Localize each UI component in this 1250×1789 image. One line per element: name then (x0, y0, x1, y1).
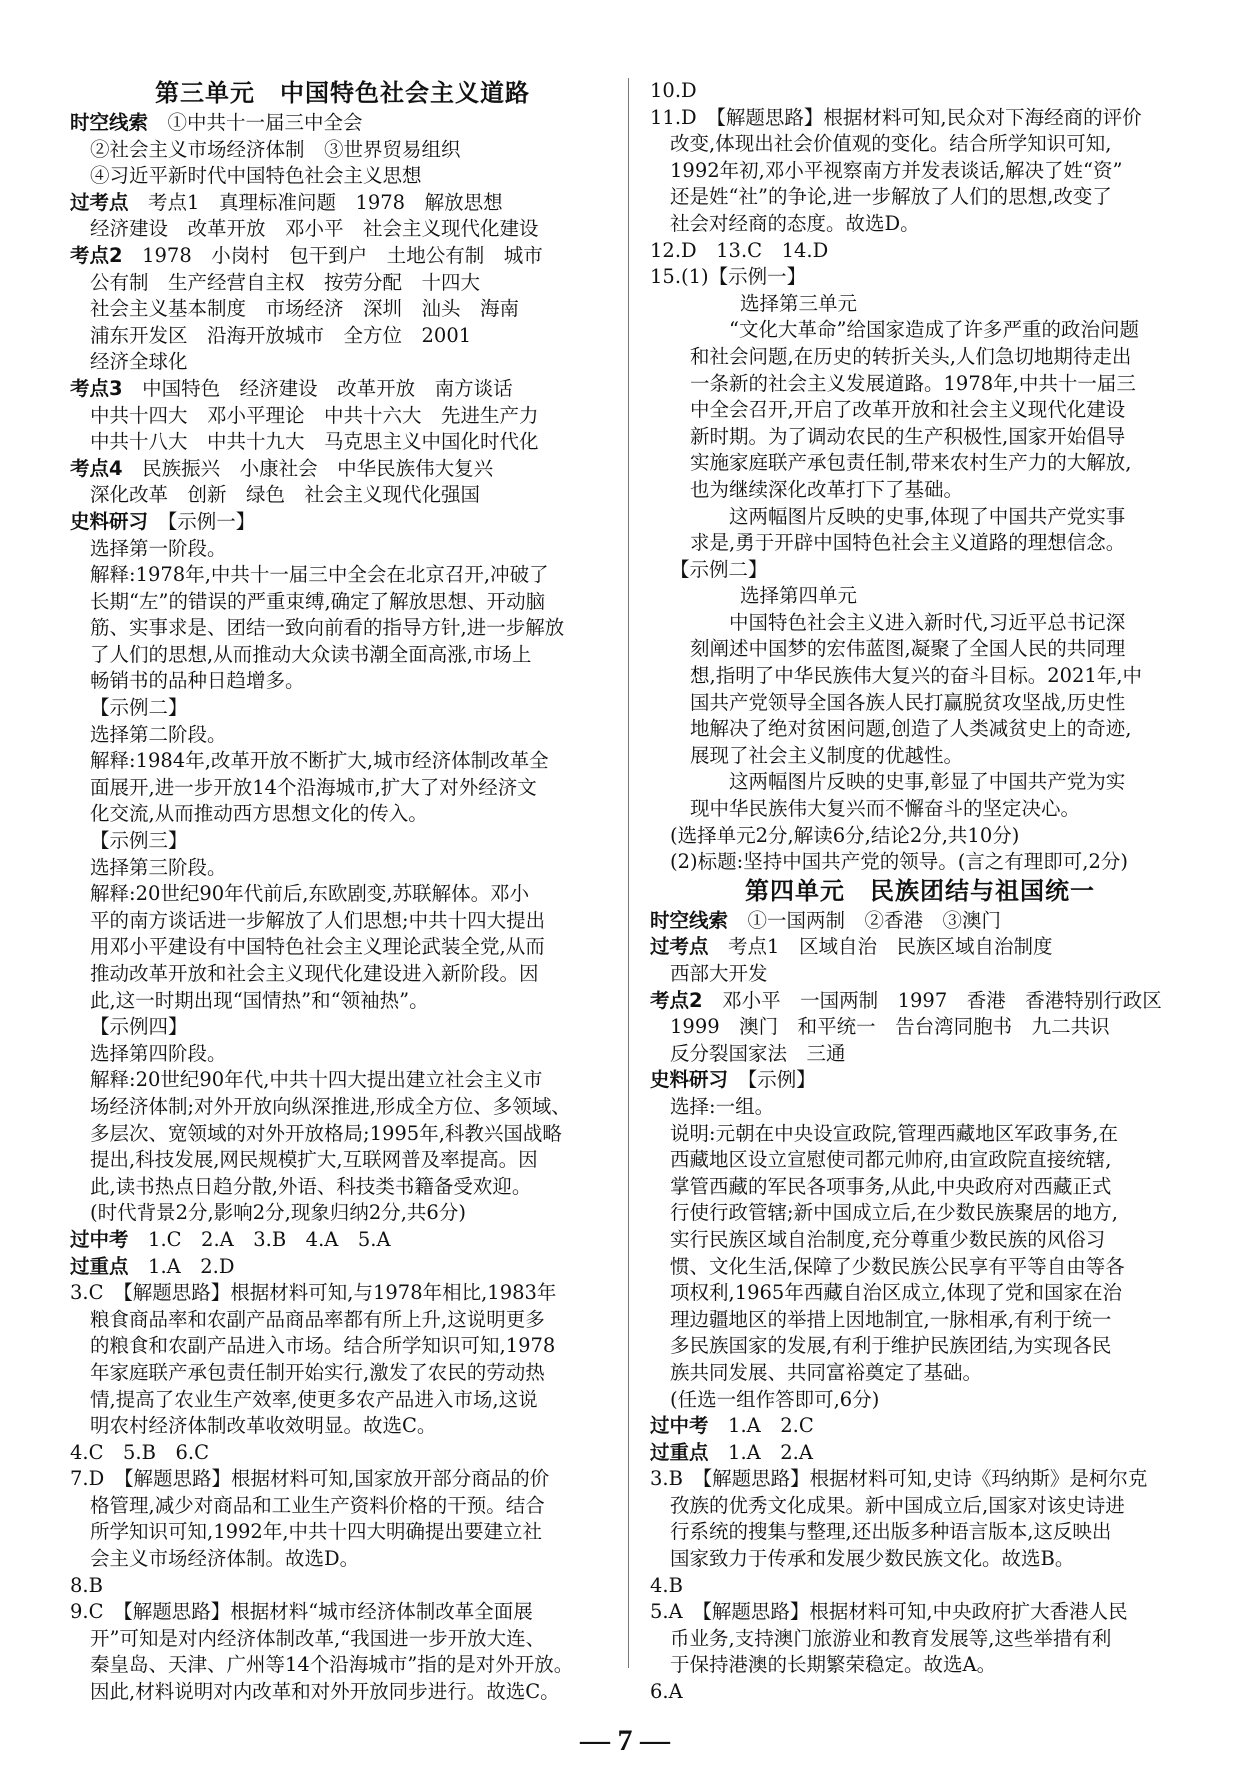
line-text: 实行民族区域自治制度,充分尊重少数民族的风俗习 (670, 1227, 1106, 1251)
line-text: 浦东开发区 沿海开放城市 全方位 2001 (90, 323, 472, 347)
line-text: 公有制 生产经营自主权 按劳分配 十四大 (90, 270, 481, 294)
line-text: 考点1 区域自治 民族区域自治制度 (728, 935, 1053, 959)
section-label: 过考点 (650, 935, 709, 959)
text-line (70, 137, 615, 164)
text-line (70, 216, 615, 243)
text-line (650, 1280, 1190, 1307)
line-text: 4.B (650, 1573, 683, 1597)
text-line (70, 1466, 615, 1493)
text-line (70, 1573, 615, 1600)
text-line (70, 1652, 615, 1679)
text-line (650, 908, 1190, 935)
line-text: 这两幅图片反映的史事,体现了中国共产党实事 (690, 504, 1126, 528)
line-text: 国家致力于传承和发展少数民族文化。故选B。 (670, 1547, 1075, 1571)
text-line (650, 1493, 1190, 1520)
line-text: 【示例】 (747, 1068, 816, 1092)
text-line (70, 1094, 615, 1121)
line-text: (时代背景2分,影响2分,现象归纳2分,共6分) (90, 1201, 466, 1225)
text-line (650, 1466, 1190, 1493)
text-line (650, 1014, 1190, 1041)
line-text: 和社会问题,在历史的转折关头,人们急切地期待走出 (690, 344, 1132, 368)
line-text: 【示例二】 (670, 557, 768, 581)
line-text: 1.A 2.C (728, 1414, 814, 1438)
line-text: 新时期。为了调动农民的生产积极性,国家开始倡导 (690, 424, 1126, 448)
section-label: 时空线索 (70, 111, 149, 134)
line-text: 西藏地区设立宣慰使司都元帅府,由宣政院直接统辖, (670, 1148, 1112, 1172)
text-line (650, 504, 1190, 531)
text-line (650, 823, 1190, 850)
line-text: 币业务,支持澳门旅游业和教育发展等,这些举措有利 (670, 1626, 1112, 1650)
text-line (70, 429, 615, 456)
line-text: 选择第三阶段。 (90, 855, 227, 879)
text-line (650, 530, 1190, 557)
text-line (650, 264, 1190, 291)
text-line (650, 1573, 1190, 1600)
text-line (650, 1121, 1190, 1148)
section-label: 过中考 (70, 1227, 129, 1251)
line-text: 孜族的优秀文化成果。新中国成立后,国家对该史诗进 (670, 1493, 1125, 1517)
line-text: 提出,科技发展,网民规模扩大,互联网普及率提高。因 (90, 1148, 538, 1172)
text-line (70, 828, 615, 855)
line-text: (选择单元2分,解读6分,结论2分,共10分) (670, 823, 1020, 847)
text-line (650, 238, 1190, 265)
line-text: 选择第三单元 (740, 291, 858, 315)
text-line (650, 1200, 1190, 1227)
column-divider (628, 78, 629, 1668)
line-text: 选择第一阶段。 (90, 536, 227, 560)
text-line (650, 1227, 1190, 1254)
text-line (650, 716, 1190, 743)
text-line (70, 589, 615, 616)
line-text: 【示例二】 (90, 696, 188, 720)
text-line (650, 184, 1190, 211)
text-line (70, 668, 615, 695)
line-text: 现中华民族伟大复兴而不懈奋斗的坚定决心。 (690, 797, 1081, 821)
line-text: 考点1 真理标准问题 1978 解放思想 (148, 190, 503, 214)
line-text: 行系统的搜集与整理,还出版多种语言版本,这反映出 (670, 1520, 1112, 1544)
line-text: 【示例四】 (90, 1015, 188, 1039)
line-text: ①中共十一届三中全会 (167, 111, 363, 134)
text-line (650, 610, 1190, 637)
line-text: 9.C 【解题思路】根据材料“城市经济体制改革全面展 (70, 1600, 533, 1624)
text-line (70, 775, 615, 802)
text-line (70, 1174, 615, 1201)
line-text: 此,读书热点日趋分散,外语、科技类书籍备受欢迎。 (90, 1174, 532, 1198)
text-line (650, 105, 1190, 132)
unit-heading (650, 876, 1190, 906)
text-line (70, 456, 615, 483)
line-text: 西部大开发 (670, 962, 768, 985)
line-text: 开”可知是对内经济体制改革,“我国进一步开放大连、 (90, 1626, 546, 1650)
line-text: 惯、文化生活,保障了少数民族公民享有平等自由等各 (670, 1254, 1125, 1278)
line-text: 解释:20世纪90年代,中共十四大提出建立社会主义市 (90, 1068, 543, 1092)
line-text: 【示例一】 (167, 509, 256, 533)
text-line (70, 562, 615, 589)
text-line (70, 376, 615, 403)
text-line (650, 1679, 1190, 1706)
text-line (650, 1333, 1190, 1360)
text-line (650, 690, 1190, 717)
line-text: 年家庭联产承包责任制开始实行,激发了农民的劳动热 (90, 1360, 545, 1384)
line-text: 1978 小岗村 包干到户 土地公有制 城市 (142, 243, 543, 267)
line-text: 中全会召开,开启了改革开放和社会主义现代化建设 (690, 398, 1126, 422)
text-line (70, 1280, 615, 1307)
line-text: (2)标题:坚持中国共产党的领导。(言之有理即可,2分) (670, 850, 1129, 874)
line-text: 多层次、宽领域的对外开放格局;1995年,科教兴国战略 (90, 1121, 562, 1145)
line-text: 深化改革 创新 绿色 社会主义现代化强国 (90, 483, 481, 507)
line-text: 行使行政管辖;新中国成立后,在少数民族聚居的地方, (670, 1201, 1118, 1225)
text-line (70, 1307, 615, 1334)
text-line (70, 1014, 615, 1041)
text-line (650, 743, 1190, 770)
line-text: 用邓小平建设有中国特色社会主义理论武装全党,从而 (90, 935, 545, 959)
text-line (650, 1626, 1190, 1653)
text-line (70, 1254, 615, 1281)
line-text: 理边疆地区的举措上因地制宜,一脉相承,有利于统一 (670, 1307, 1112, 1331)
text-line (70, 1413, 615, 1440)
line-text: 8.B (70, 1573, 103, 1597)
line-text: 掌管西藏的军民各项事务,从此,中央政府对西藏正式 (670, 1174, 1112, 1198)
line-text: 【示例三】 (90, 829, 188, 853)
text-line (650, 849, 1190, 876)
text-line (650, 131, 1190, 158)
text-line (650, 1413, 1190, 1440)
line-text: 15.(1)【示例一】 (650, 265, 807, 289)
text-line (650, 796, 1190, 823)
text-line (70, 296, 615, 323)
text-line (650, 1174, 1190, 1201)
text-line (650, 317, 1190, 344)
text-line (650, 450, 1190, 477)
line-text: 3.B 【解题思路】根据材料可知,史诗《玛纳斯》是柯尔克 (650, 1467, 1148, 1491)
text-line (70, 642, 615, 669)
line-text: 明农村经济体制改革收效明显。故选C。 (90, 1414, 437, 1438)
text-line (70, 855, 615, 882)
text-line (650, 1546, 1190, 1573)
section-label: 考点2 (70, 243, 123, 267)
line-text: 第三单元 中国特色社会主义道路 (155, 78, 530, 107)
line-text: 格管理,减少对商品和工业生产资料价格的干预。结合 (90, 1493, 545, 1517)
text-line (650, 1360, 1190, 1387)
line-text: 选择第二阶段。 (90, 722, 227, 746)
text-line (70, 1387, 615, 1414)
line-text: 1.C 2.A 3.B 4.A 5.A (148, 1227, 391, 1251)
text-line (650, 78, 1190, 105)
line-text: 1.A 2.D (148, 1254, 235, 1278)
text-line (650, 158, 1190, 185)
line-text: 7.D 【解题思路】根据材料可知,国家放开部分商品的价 (70, 1467, 550, 1491)
text-line (650, 934, 1190, 961)
line-text: 刻阐述中国梦的宏伟蓝图,凝聚了全国人民的共同理 (690, 637, 1126, 661)
line-text: 畅销书的品种日趋增多。 (90, 669, 305, 693)
section-label: 史料研习 (70, 509, 149, 533)
page-number: — 7 — (580, 1724, 670, 1757)
text-line (650, 477, 1190, 504)
text-line (70, 509, 615, 536)
line-text: ④习近平新时代中国特色社会主义思想 (90, 164, 422, 188)
text-line (70, 908, 615, 935)
line-text: 社会对经商的态度。故选D。 (670, 211, 920, 235)
text-line (650, 344, 1190, 371)
line-text: 长期“左”的错误的严重束缚,确定了解放思想、开动脑 (90, 589, 546, 613)
text-line (70, 934, 615, 961)
line-text: 经济建设 改革开放 邓小平 社会主义现代化建设 (90, 217, 539, 241)
text-line (70, 110, 615, 137)
text-line (70, 615, 615, 642)
text-line (70, 722, 615, 749)
text-line (70, 801, 615, 828)
text-line (650, 1440, 1190, 1467)
text-line (70, 1626, 615, 1653)
line-text: “文化大革命”给国家造成了许多严重的政治问题 (690, 318, 1139, 342)
line-text: 11.D 【解题思路】根据材料可知,民众对下海经商的评价 (650, 105, 1142, 129)
line-text: 所学知识可知,1992年,中共十四大明确提出要建立社 (90, 1520, 543, 1544)
text-line (650, 663, 1190, 690)
line-text: 解释:20世纪90年代前后,东欧剧变,苏联解体。邓小 (90, 882, 530, 906)
line-text: 1999 澳门 和平统一 告台湾同胞书 九二共识 (670, 1015, 1110, 1039)
line-text: 反分裂国家法 三通 (670, 1041, 846, 1065)
text-line (70, 1333, 615, 1360)
line-text: 也为继续深化改革打下了基础。 (690, 477, 964, 501)
section-label: 过重点 (70, 1254, 129, 1278)
line-text: 10.D (650, 79, 697, 102)
text-line (70, 1200, 615, 1227)
text-line (70, 163, 615, 190)
text-line (70, 695, 615, 722)
text-line (650, 988, 1190, 1015)
text-line (650, 371, 1190, 398)
line-text: 于保持港澳的长期繁荣稳定。故选A。 (670, 1653, 997, 1677)
text-line (70, 323, 615, 350)
line-text: 求是,勇于开辟中国特色社会主义道路的理想信念。 (690, 531, 1126, 555)
line-text: 这两幅图片反映的史事,彰显了中国共产党为实 (690, 770, 1126, 794)
line-text: 第四单元 民族团结与祖国统一 (745, 875, 1095, 905)
text-line (70, 1147, 615, 1174)
text-line (650, 424, 1190, 451)
text-line (70, 1360, 615, 1387)
section-label: 过重点 (650, 1440, 709, 1464)
line-text: 6.A (650, 1680, 683, 1704)
text-line (70, 1493, 615, 1520)
text-line (70, 270, 615, 297)
line-text: 12.D 13.C 14.D (650, 238, 829, 262)
line-text: 因此,材料说明对内改革和对外开放同步进行。故选C。 (90, 1680, 560, 1704)
line-text: 筋、实事求是、团结一致向前看的指导方针,进一步解放 (90, 616, 565, 640)
text-line (70, 748, 615, 775)
line-text: 多民族国家的发展,有利于维护民族团结,为实现各民 (670, 1334, 1112, 1358)
line-text: 还是姓“社”的争论,进一步解放了人们的思想,改变了 (670, 185, 1112, 209)
line-text: ①一国两制 ②香港 ③澳门 (747, 908, 1002, 932)
line-text: 中共十四大 邓小平理论 中共十六大 先进生产力 (90, 403, 539, 427)
text-line (70, 1440, 615, 1467)
text-line (70, 1227, 615, 1254)
section-label: 过中考 (650, 1414, 709, 1438)
line-text: 一条新的社会主义发展道路。1978年,中共十一届三 (690, 371, 1136, 395)
text-line (70, 881, 615, 908)
text-line (70, 1067, 615, 1094)
line-text: 社会主义基本制度 市场经济 深圳 汕头 海南 (90, 297, 520, 321)
line-text: 民族振兴 小康社会 中华民族伟大复兴 (142, 456, 494, 480)
line-text: 说明:元朝在中央设宣政院,管理西藏地区军政事务,在 (670, 1121, 1118, 1145)
line-text: 实施家庭联产承包责任制,带来农村生产力的大解放, (690, 451, 1132, 475)
text-line (650, 583, 1190, 610)
line-text: 4.C 5.B 6.C (70, 1440, 209, 1464)
text-line (70, 1121, 615, 1148)
line-text: 面展开,进一步开放14个沿海城市,扩大了对外经济文 (90, 775, 537, 799)
text-line (70, 1679, 615, 1706)
line-text: 1.A 2.A (728, 1440, 813, 1464)
line-text: 邓小平 一国两制 1997 香港 香港特别行政区 (722, 988, 1162, 1012)
line-text: 会主义市场经济体制。故选D。 (90, 1547, 360, 1571)
text-line (650, 1067, 1190, 1094)
left-column (70, 78, 615, 1706)
line-text: 5.A 【解题思路】根据材料可知,中央政府扩大香港人民 (650, 1600, 1128, 1624)
text-line (70, 988, 615, 1015)
text-line (70, 1519, 615, 1546)
line-text: 粮食商品率和农副产品商品率都有所上升,这说明更多 (90, 1307, 545, 1331)
line-text: 中国特色社会主义进入新时代,习近平总书记深 (690, 610, 1126, 634)
text-line (70, 190, 615, 217)
line-text: ②社会主义市场经济体制 ③世界贸易组织 (90, 137, 461, 161)
text-line (650, 1041, 1190, 1068)
unit-heading (70, 78, 615, 108)
text-line (650, 1307, 1190, 1334)
text-line (70, 961, 615, 988)
section-label: 考点4 (70, 456, 123, 480)
text-line (650, 291, 1190, 318)
right-column (650, 78, 1190, 1706)
line-text: 地解决了绝对贫困问题,创造了人类减贫史上的奇迹, (690, 717, 1132, 741)
text-line (650, 769, 1190, 796)
text-line (650, 397, 1190, 424)
line-text: 1992年初,邓小平视察南方并发表谈话,解决了姓“资” (670, 158, 1123, 182)
line-text: 想,指明了中华民族伟大复兴的奋斗目标。2021年,中 (690, 664, 1143, 688)
line-text: 解释:1984年,改革开放不断扩大,城市经济体制改革全 (90, 749, 549, 773)
text-line (70, 349, 615, 376)
line-text: 推动改革开放和社会主义现代化建设进入新阶段。因 (90, 962, 539, 985)
text-line (650, 1652, 1190, 1679)
line-text: 3.C 【解题思路】根据材料可知,与1978年相比,1983年 (70, 1281, 557, 1305)
line-text: 秦皇岛、天津、广州等14个沿海城市”指的是对外开放。 (90, 1653, 574, 1677)
text-line (650, 1599, 1190, 1626)
line-text: (任选一组作答即可,6分) (670, 1387, 880, 1411)
text-line (70, 1041, 615, 1068)
line-text: 化交流,从而推动西方思想文化的传入。 (90, 802, 428, 826)
line-text: 选择:一组。 (670, 1094, 775, 1118)
text-line (70, 482, 615, 509)
text-line (650, 961, 1190, 988)
text-line (650, 636, 1190, 663)
section-label: 史料研习 (650, 1068, 729, 1092)
line-text: 解释:1978年,中共十一届三中全会在北京召开,冲破了 (90, 563, 549, 587)
line-text: 中共十八大 中共十九大 马克思主义中国化时代化 (90, 430, 539, 454)
line-text: 情,提高了农业生产效率,使更多农产品进入市场,这说 (90, 1387, 538, 1411)
section-label: 过考点 (70, 190, 129, 214)
text-line (650, 211, 1190, 238)
line-text: 族共同发展、共同富裕奠定了基础。 (670, 1360, 983, 1384)
text-line (650, 557, 1190, 584)
text-line (650, 1094, 1190, 1121)
section-label: 时空线索 (650, 908, 729, 932)
line-text: 此,这一时期出现“国情热”和“领袖热”。 (90, 988, 429, 1012)
text-line (70, 1546, 615, 1573)
text-line (650, 1254, 1190, 1281)
text-line (70, 243, 615, 270)
text-line (70, 1599, 615, 1626)
text-line (650, 1519, 1190, 1546)
section-label: 考点2 (650, 988, 703, 1012)
line-text: 改变,体现出社会价值观的变化。结合所学知识可知, (670, 132, 1112, 156)
line-text: 选择第四阶段。 (90, 1041, 227, 1065)
line-text: 平的南方谈话进一步解放了人们思想;中共十四大提出 (90, 908, 546, 932)
line-text: 中国特色 经济建设 改革开放 南方谈话 (142, 376, 513, 400)
line-text: 国共产党领导全国各族人民打赢脱贫攻坚战,历史性 (690, 690, 1126, 714)
text-line (70, 536, 615, 563)
line-text: 经济全球化 (90, 350, 188, 374)
line-text: 选择第四单元 (740, 584, 858, 608)
line-text: 场经济体制;对外开放向纵深推进,形成全方位、多领域、 (90, 1094, 571, 1118)
section-label: 考点3 (70, 376, 123, 400)
line-text: 了人们的思想,从而推动大众读书潮全面高涨,市场上 (90, 642, 532, 666)
line-text: 展现了社会主义制度的优越性。 (690, 743, 964, 767)
line-text: 项权利,1965年西藏自治区成立,体现了党和国家在治 (670, 1281, 1123, 1305)
line-text: 的粮食和农副产品进入市场。结合所学知识可知,1978 (90, 1334, 556, 1358)
text-line (70, 403, 615, 430)
text-line (650, 1387, 1190, 1414)
text-line (650, 1147, 1190, 1174)
